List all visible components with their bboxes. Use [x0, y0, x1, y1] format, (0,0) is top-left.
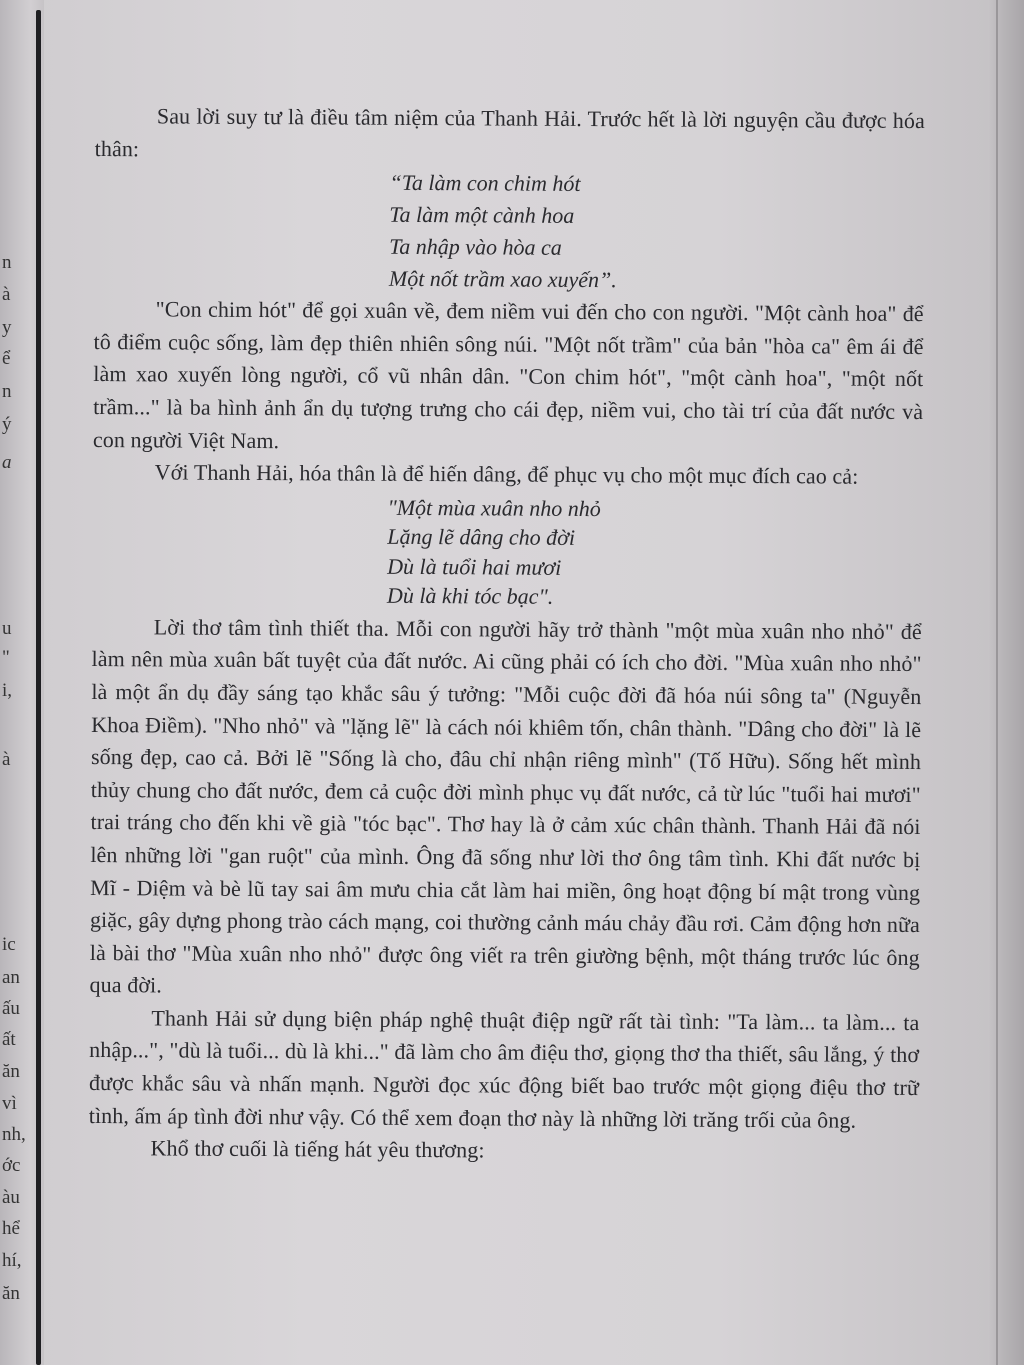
- margin-fragment: ": [2, 647, 10, 668]
- margin-fragment: y: [2, 317, 12, 338]
- book-gutter-line: [36, 10, 41, 1365]
- margin-fragment: i,: [2, 680, 13, 701]
- poem-stanza-1: [389, 167, 925, 298]
- verse-line: "Một mùa xuân nho nhỏ: [387, 494, 601, 521]
- margin-fragment: hí,: [2, 1250, 22, 1271]
- margin-fragment: ăn: [2, 1283, 20, 1304]
- verse-line: Dù là khi tóc bạc".: [386, 583, 554, 610]
- paragraph-metaphor: "Con chim hót" để gọi xuân về, đem niềm vui đến cho con người. "Một cành hoa" để tô điểm cuộc sống, làm đẹp thiên nhiên sông núi. "Một nốt trầm" của bản "hòa ca" êm ái để làm xao xuyến lòng người, cổ vũ nhân dân. "Con chim hót", "một cành hoa", "một nốt trầm..." là ba hình ảnh ẩn dụ tượng trưng cho cái đẹp, niềm vui, cho tài trí của đất nước và con người Việt Nam.: [92, 296, 924, 453]
- margin-fragment: à: [2, 284, 11, 305]
- verse-line: Ta nhập vào hòa ca: [389, 233, 562, 261]
- margin-fragment: hể: [2, 1218, 20, 1239]
- paragraph-intro: Sau lời suy tư là điều tâm niệm của Thanh Hải. Trước hết là lời nguyện cầu được hóa thân:: [94, 103, 925, 161]
- margin-fragment: à: [2, 749, 11, 770]
- margin-fragment: ất: [2, 1029, 16, 1050]
- margin-fragment: ớc: [2, 1155, 21, 1176]
- margin-fragment: u: [2, 618, 12, 639]
- margin-fragment: ăn: [2, 1061, 20, 1082]
- verse-line: Ta làm một cành hoa: [389, 201, 575, 229]
- margin-fragment: àu: [2, 1187, 20, 1208]
- margin-fragment: ể: [2, 348, 11, 369]
- margin-fragment: n: [2, 381, 12, 402]
- margin-fragment: nh,: [2, 1124, 26, 1145]
- margin-fragment: ấu: [2, 998, 20, 1019]
- poem-stanza-2: [387, 493, 923, 614]
- margin-fragment: n: [2, 252, 12, 273]
- margin-fragment: ý: [2, 414, 12, 435]
- verse-line: Dù là tuổi hai mươi: [387, 553, 562, 580]
- margin-fragment: ic: [2, 934, 16, 955]
- verse-line: “Ta làm con chim hót: [389, 169, 581, 197]
- paragraph-dedication: Với Thanh Hải, hóa thân là để hiến dâng, để phục vụ cho một mục đích cao cả:: [154, 459, 859, 489]
- left-page-text-fragments: [0, 0, 30, 1365]
- paragraph-final-stanza-intro: Khổ thơ cuối là tiếng hát yêu thương:: [150, 1135, 485, 1163]
- margin-fragment: vì: [2, 1093, 17, 1114]
- page-content: [88, 100, 924, 1170]
- margin-fragment: an: [2, 967, 20, 988]
- margin-fragment: a: [2, 452, 12, 473]
- verse-line: Một nốt trầm xao xuyến”.: [388, 265, 617, 293]
- page-stack-edge: [988, 0, 1024, 1365]
- verse-line: Lặng lẽ dâng cho đời: [387, 524, 576, 551]
- paragraph-technique: Thanh Hải sử dụng biện pháp nghệ thuật điệp ngữ rất tài tình: "Ta làm... ta làm... ta nhập...", "dù là tuổi... dù là khi..." đã làm cho âm điệu thơ, giọng thơ tha thiết, sâu lắng, ý thơ được khắc sâu và nhấn mạnh. Người đọc xúc động biết bao trước một giọng điệu thơ trữ tình, ấm áp tình đời như vậy. Có thể xem đoạn thơ này là những lời trăng trối của ông.: [88, 1005, 920, 1133]
- paragraph-analysis: Lời thơ tâm tình thiết tha. Mỗi con người hãy trở thành "một mùa xuân nho nhỏ" để làm nên mùa xuân bất tuyệt của đất nước. Ai cũng phải có ích cho đời. "Mùa xuân nho nhỏ" là một ẩn dụ đầy sáng tạo khắc sâu ý tưởng: "Mỗi cuộc đời đã hóa núi sông ta" (Nguyễn Khoa Điềm). "Nho nhỏ" và "lặng lẽ" là cách nói khiêm tốn, chân thành. "Dâng cho đời" là lẽ sống đẹp, cao cả. Bởi lẽ "Sống là cho, đâu chỉ nhận riêng mình" (Tố Hữu). Sống hết mình thủy chung cho đất nước, đem cả cuộc đời mình phục vụ đất nước, cả từ lúc "tuổi hai mươi" trai tráng cho đến khi về già "tóc bạc". Thơ hay là ở cảm xúc chân thành. Thanh Hải đã nói lên những lời "gan ruột" của mình. Ông đã sống như lời thơ ông tâm tình. Khi đất nước bị Mĩ - Diệm và bè lũ tay sai âm mưu chia cắt làm hai miền, ông hoạt động bí mật trong vùng giặc, gây dựng phong trào cách mạng, coi thường cảnh máu chảy đầu rơi. Cảm động hơn nữa là bài thơ "Mùa xuân nho nhỏ" được ông viết ra trên giường bệnh, một tháng trước lúc ông qua đời.: [89, 614, 922, 998]
